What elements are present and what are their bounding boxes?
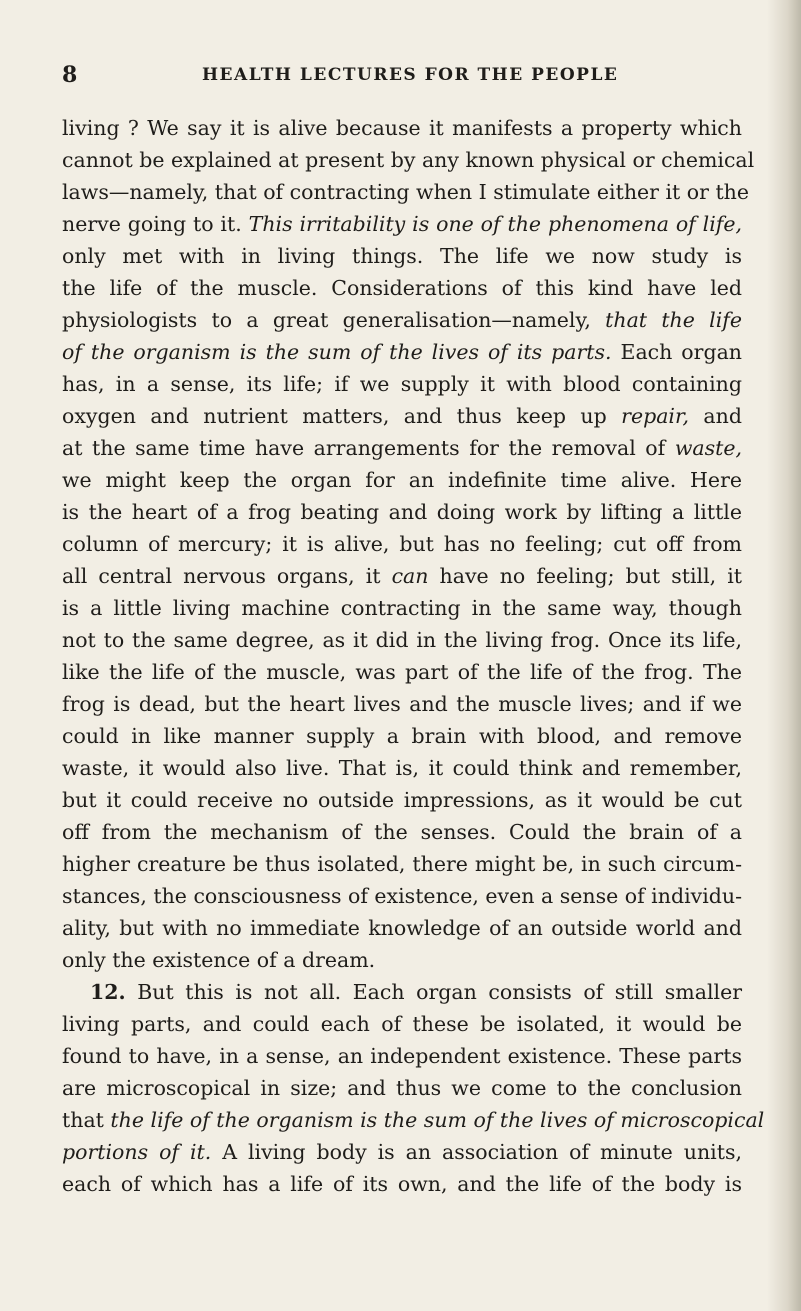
running-head: HEALTH LECTURES FOR THE PEOPLE <box>202 65 619 85</box>
text-line: only met with in living things. The life we now study is <box>62 244 742 268</box>
page-edge-shadow <box>767 0 801 1311</box>
text-line: off from the mechanism of the senses. Could the brain of a <box>62 820 742 844</box>
text-line: stances, the consciousness of existence, even a sense of individu- <box>62 884 743 908</box>
text-line: living parts, and could each of these be isolated, it would be <box>62 1012 742 1036</box>
text-line: ality, but with no immediate knowledge of an outside world and <box>62 916 742 940</box>
text-line: nerve going to it. This irritability is one of the phenomena of life, <box>62 212 742 236</box>
paragraph-2 <box>62 976 765 1200</box>
paragraph-1 <box>62 112 755 976</box>
text-line: oxygen and nutrient matters, and thus keep up repair, and <box>62 404 742 428</box>
text-line: each of which has a life of its own, and the life of the body is <box>62 1172 742 1196</box>
text-line: physiologists to a great generalisation—namely, that the life <box>62 308 743 332</box>
text-line: laws—namely, that of contracting when I stimulate either it or the <box>62 180 750 204</box>
italic-emphasis: This irritability is one of the phenomena of life, <box>248 212 742 236</box>
text-line: frog is dead, but the heart lives and the muscle lives; and if we <box>62 692 742 716</box>
italic-emphasis: can <box>391 564 429 588</box>
italic-emphasis: of the organism is the sum of the lives of its parts. <box>62 340 612 364</box>
text-line: has, in a sense, its life; if we supply it with blood containing <box>62 372 742 396</box>
text-line: but it could receive no outside impressions, as it would be cut <box>62 788 742 812</box>
text-line: is a little living machine contracting in the same way, though <box>62 596 742 620</box>
text-line: of the organism is the sum of the lives of its parts. Each organ <box>62 340 742 364</box>
page-header <box>62 62 741 92</box>
text-line: waste, it would also live. That is, it could think and remember, <box>62 756 742 780</box>
text-line: found to have, in a sense, an independent existence. These parts <box>62 1044 742 1068</box>
text-line: higher creature be thus isolated, there might be, in such circum- <box>62 852 742 876</box>
text-line: the life of the muscle. Considerations of this kind have led <box>62 276 742 300</box>
text-line: not to the same degree, as it did in the living frog. Once its life, <box>62 628 742 652</box>
text-line: portions of it. A living body is an association of minute units, <box>62 1140 742 1164</box>
paragraph-number: 12. <box>90 980 126 1004</box>
text-line: that the life of the organism is the sum of the lives of microscopical <box>62 1108 765 1132</box>
text-line: column of mercury; it is alive, but has no feeling; cut off from <box>62 532 742 556</box>
text-line: 12. But this is not all. Each organ consists of still smaller <box>90 980 742 1004</box>
text-line: at the same time have arrangements for the removal of waste, <box>62 436 742 460</box>
text-line: all central nervous organs, it can have no feeling; but still, it <box>62 564 742 588</box>
text-line: cannot be explained at present by any known physical or chemical <box>62 148 755 172</box>
italic-emphasis: repair, <box>621 404 690 428</box>
italic-emphasis: the life of the organism is the sum of the lives of microscopical <box>110 1108 765 1132</box>
text-line: could in like manner supply a brain with blood, and remove <box>62 724 742 748</box>
body-text <box>62 112 765 1200</box>
italic-emphasis: that the life <box>605 308 743 332</box>
text-line: are microscopical in size; and thus we come to the conclusion <box>62 1076 742 1100</box>
text-line: is the heart of a frog beating and doing work by lifting a little <box>62 500 742 524</box>
text-line: we might keep the organ for an indefinite time alive. Here <box>62 468 742 492</box>
text-line: like the life of the muscle, was part of the life of the frog. The <box>62 660 742 684</box>
italic-emphasis: portions of it. <box>62 1140 212 1164</box>
italic-emphasis: waste, <box>674 436 742 460</box>
page-number: 8 <box>62 62 78 88</box>
text-line: only the existence of a dream. <box>62 948 376 972</box>
text-line: living ? We say it is alive because it manifests a property which <box>62 116 742 140</box>
